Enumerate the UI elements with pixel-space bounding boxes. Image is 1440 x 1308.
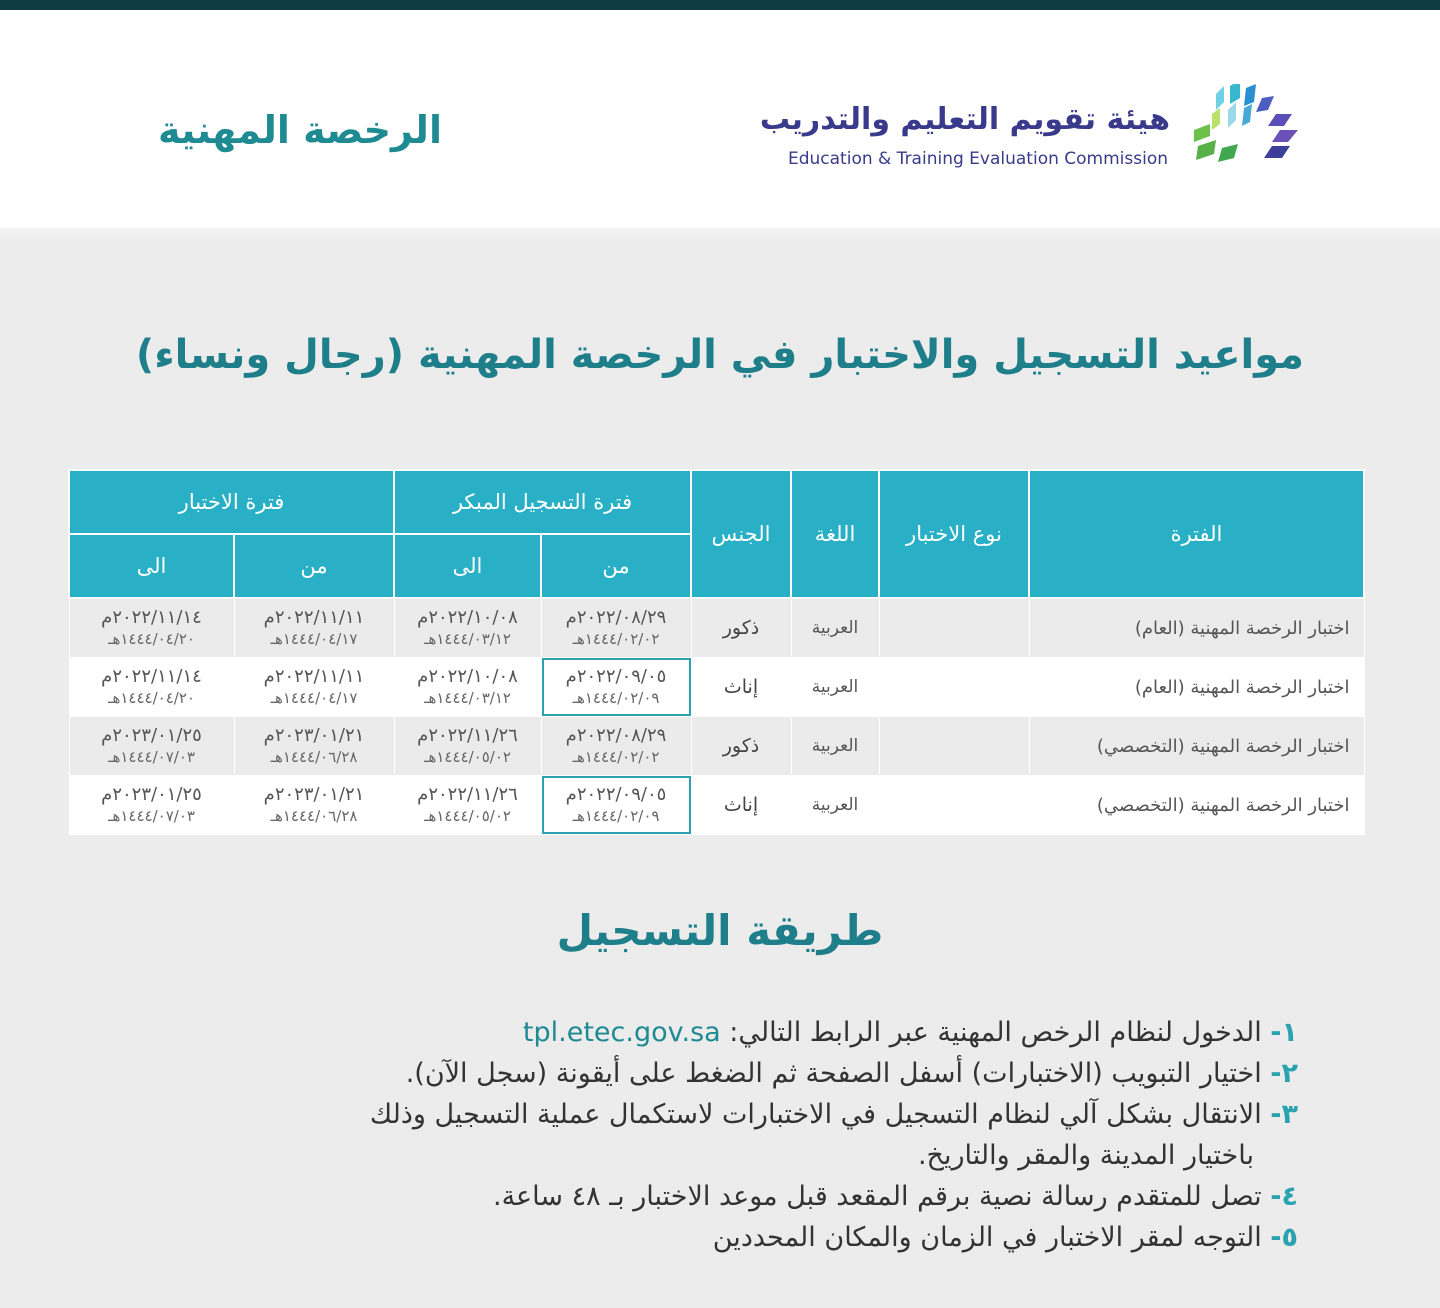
etec-logo-icon: [1188, 84, 1328, 174]
cell-test-type: [879, 598, 1029, 658]
step-number: ٥-: [1270, 1222, 1298, 1253]
step-item: [200, 1012, 1298, 1053]
header-early-registration: فترة التسجيل المبكر: [394, 470, 691, 534]
page-title: مواعيد التسجيل والاختبار في الرخصة المهنية (رجال ونساء): [135, 332, 1305, 378]
cell-language: العربية: [791, 658, 879, 717]
org-name-en: Education & Training Evaluation Commission: [787, 149, 1168, 169]
cell-reg-from: [541, 658, 691, 717]
step-text: اختيار التبويب (الاختبارات) أسفل الصفحة ثم الضغط على أيقونة (سجل الآن).: [405, 1058, 1262, 1089]
cell-gender: إناث: [691, 776, 791, 835]
hijri-date: ١٤٤٤/٠٦/٢٨هـ: [270, 748, 358, 766]
step-number: ٢-: [1270, 1058, 1298, 1089]
cell-test-from: [234, 717, 394, 776]
cell-test-to: [69, 776, 234, 835]
hijri-date: ١٤٤٤/٠٥/٠٢هـ: [424, 807, 511, 825]
hijri-date: ١٤٤٤/٠٣/١٢هـ: [424, 689, 511, 707]
header-test-period: فترة الاختبار: [69, 470, 394, 534]
gregorian-date: ٢٠٢٢/٠٨/٢٩م: [565, 725, 667, 746]
hijri-date: ١٤٤٤/٠٤/١٧هـ: [270, 630, 358, 648]
cell-period: اختبار الرخصة المهنية (التخصصي): [1029, 717, 1364, 776]
step-number: ٤-: [1270, 1181, 1298, 1212]
header-divider: [0, 228, 1440, 242]
hijri-date: ١٤٤٤/٠٢/٠٢هـ: [572, 748, 660, 766]
step-number: ١-: [1270, 1017, 1298, 1048]
hijri-date: ١٤٤٤/٠٥/٠٢هـ: [424, 748, 511, 766]
gregorian-date: ٢٠٢٢/٠٨/٢٩م: [565, 607, 667, 628]
header-gender: الجنس: [691, 470, 791, 598]
gregorian-date: ٢٠٢٢/١١/٢٦م: [417, 725, 518, 746]
table-row: [69, 598, 1364, 658]
gregorian-date: ٢٠٢٢/٠٩/٠٥م: [565, 666, 667, 687]
table-row: [69, 717, 1364, 776]
hijri-date: ١٤٤٤/٠٢/٠٩هـ: [572, 807, 660, 825]
header-reg-from: من: [541, 534, 691, 598]
cell-test-to: [69, 598, 234, 658]
cell-reg-to: [394, 658, 541, 717]
cell-language: العربية: [791, 717, 879, 776]
table-row: [69, 776, 1364, 835]
header-test-type: نوع الاختبار: [879, 470, 1029, 598]
registration-steps: [200, 1012, 1298, 1258]
cell-gender: ذكور: [691, 717, 791, 776]
top-bar: [0, 0, 1440, 10]
cell-reg-from: [541, 776, 691, 835]
cell-test-to: [69, 658, 234, 717]
cell-reg-from: [541, 717, 691, 776]
cell-reg-from: [541, 598, 691, 658]
cell-reg-to: [394, 776, 541, 835]
header-test-from: من: [234, 534, 394, 598]
hijri-date: ١٤٤٤/٠٦/٢٨هـ: [270, 807, 358, 825]
cell-test-type: [879, 776, 1029, 835]
gregorian-date: ٢٠٢٢/١١/٢٦م: [417, 784, 518, 805]
gregorian-date: ٢٠٢٢/١١/١١م: [263, 607, 365, 628]
step-text-continued: باختيار المدينة والمقر والتاريخ.: [917, 1140, 1254, 1171]
gregorian-date: ٢٠٢٣/٠١/٢١م: [263, 784, 365, 805]
gregorian-date: ٢٠٢٣/٠١/٢٥م: [101, 784, 202, 805]
hijri-date: ١٤٤٤/٠٢/٠٢هـ: [572, 630, 660, 648]
cell-gender: ذكور: [691, 598, 791, 658]
header-language: اللغة: [791, 470, 879, 598]
hijri-date: ١٤٤٤/٠٤/٢٠هـ: [108, 630, 195, 648]
cell-test-to: [69, 717, 234, 776]
cell-period: اختبار الرخصة المهنية (العام): [1029, 598, 1364, 658]
registration-link[interactable]: tpl.etec.gov.sa: [522, 1017, 721, 1048]
hijri-date: ١٤٤٤/٠٧/٠٣هـ: [108, 807, 195, 825]
registration-title: طريقة التسجيل: [556, 906, 884, 955]
cell-period: اختبار الرخصة المهنية (العام): [1029, 658, 1364, 717]
cell-test-from: [234, 598, 394, 658]
hijri-date: ١٤٤٤/٠٤/٢٠هـ: [108, 689, 195, 707]
hijri-date: ١٤٤٤/٠٣/١٢هـ: [424, 630, 511, 648]
cell-period: اختبار الرخصة المهنية (التخصصي): [1029, 776, 1364, 835]
gregorian-date: ٢٠٢٣/٠١/٢١م: [263, 725, 365, 746]
gregorian-date: ٢٠٢٢/٠٩/٠٥م: [565, 784, 667, 805]
step-item: [200, 1217, 1298, 1258]
cell-test-from: [234, 658, 394, 717]
org-name-ar: هيئة تقويم التعليم والتدريب: [759, 102, 1170, 137]
page-label: الرخصة المهنية: [158, 108, 442, 152]
header-reg-to: الى: [394, 534, 541, 598]
gregorian-date: ٢٠٢٣/٠١/٢٥م: [101, 725, 202, 746]
step-text: الدخول لنظام الرخص المهنية عبر الرابط التالي:: [729, 1017, 1262, 1048]
cell-test-type: [879, 658, 1029, 717]
header-test-to: الى: [69, 534, 234, 598]
step-text: تصل للمتقدم رسالة نصية برقم المقعد قبل موعد الاختبار بـ ٤٨ ساعة.: [493, 1181, 1262, 1212]
table-row: [69, 658, 1364, 717]
gregorian-date: ٢٠٢٢/١١/١٤م: [101, 607, 202, 628]
cell-test-from: [234, 776, 394, 835]
step-item: [200, 1176, 1298, 1217]
gregorian-date: ٢٠٢٢/١٠/٠٨م: [417, 607, 518, 628]
step-item: [200, 1094, 1298, 1176]
header-period: الفترة: [1029, 470, 1364, 598]
step-text: التوجه لمقر الاختبار في الزمان والمكان المحددين: [712, 1222, 1262, 1253]
gregorian-date: ٢٠٢٢/١١/١٤م: [101, 666, 202, 687]
cell-language: العربية: [791, 776, 879, 835]
hijri-date: ١٤٤٤/٠٧/٠٣هـ: [108, 748, 195, 766]
cell-language: العربية: [791, 598, 879, 658]
schedule-table: [68, 469, 1365, 835]
cell-test-type: [879, 717, 1029, 776]
step-text: الانتقال بشكل آلي لنظام التسجيل في الاختبارات لاستكمال عملية التسجيل وذلك: [369, 1099, 1262, 1130]
cell-reg-to: [394, 598, 541, 658]
cell-gender: إناث: [691, 658, 791, 717]
gregorian-date: ٢٠٢٢/١٠/٠٨م: [417, 666, 518, 687]
step-item: [200, 1053, 1298, 1094]
cell-reg-to: [394, 717, 541, 776]
hijri-date: ١٤٤٤/٠٤/١٧هـ: [270, 689, 358, 707]
gregorian-date: ٢٠٢٢/١١/١١م: [263, 666, 365, 687]
step-number: ٣-: [1270, 1099, 1298, 1130]
hijri-date: ١٤٤٤/٠٢/٠٩هـ: [572, 689, 660, 707]
